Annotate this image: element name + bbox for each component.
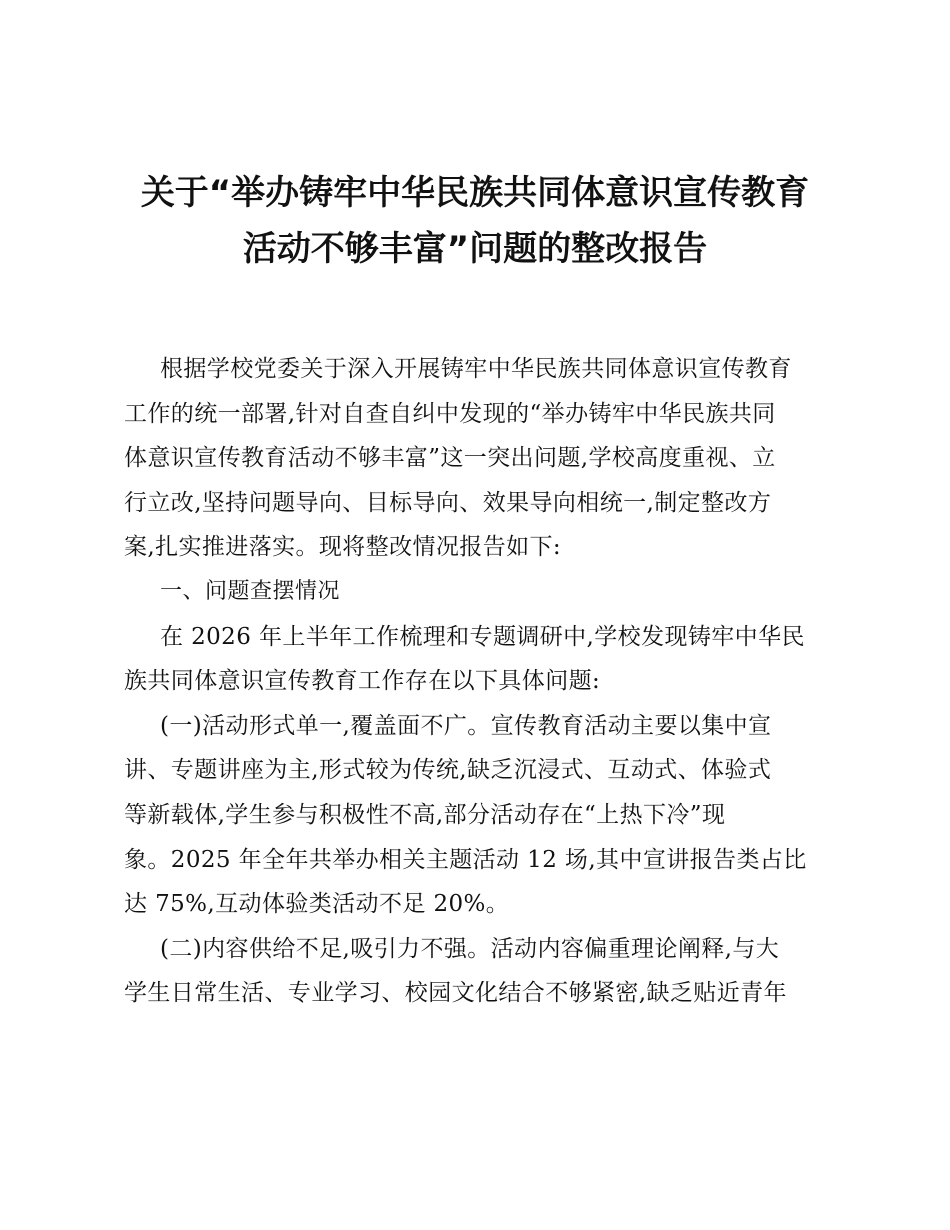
paragraph-line: 象。2025 年全年共举办相关主题活动 12 场,其中宣讲报告类占比 [124, 846, 807, 873]
paragraph-line: 体意识宣传教育活动不够丰富”这一突出问题,学校高度重视、立 [124, 445, 776, 472]
title-line-1: 关于“举办铸牢中华民族共同体意识宣传教育 [140, 173, 810, 213]
paragraph-line: (二)内容供给不足,吸引力不强。活动内容偏重理论阐释,与大 [160, 935, 780, 962]
report-title [90, 165, 860, 277]
paragraph-line: 族共同体意识宣传教育工作存在以下具体问题: [124, 668, 601, 695]
paragraph-line: 在 2026 年上半年工作梳理和专题调研中,学校发现铸牢中华民 [160, 623, 805, 650]
paragraph-line: 案,扎实推进落实。现将整改情况报告如下: [124, 534, 562, 561]
title-line-2: 活动不够丰富”问题的整改报告 [242, 229, 708, 269]
paragraph-line: (一)活动形式单一,覆盖面不广。宣传教育活动主要以集中宣 [160, 712, 772, 739]
report-body [124, 347, 834, 1016]
section-heading: 一、问题查摆情况 [160, 578, 341, 604]
paragraph-line: 学生日常生活、专业学习、校园文化结合不够紧密,缺乏贴近青年 [124, 980, 787, 1007]
paragraph-line: 讲、专题讲座为主,形式较为传统,缺乏沉浸式、互动式、体验式 [124, 757, 772, 784]
paragraph-line: 根据学校党委关于深入开展铸牢中华民族共同体意识宣传教育 [160, 356, 792, 382]
paragraph-line: 等新载体,学生参与积极性不高,部分活动存在“上热下冷”现 [124, 801, 726, 828]
paragraph-line: 行立改,坚持问题导向、目标导向、效果导向相统一,制定整改方 [124, 489, 772, 516]
paragraph-line: 达 75%,互动体验类活动不足 20%。 [124, 891, 510, 918]
paragraph-line: 工作的统一部署,针对自查自纠中发现的“举办铸牢中华民族共同 [124, 400, 776, 427]
